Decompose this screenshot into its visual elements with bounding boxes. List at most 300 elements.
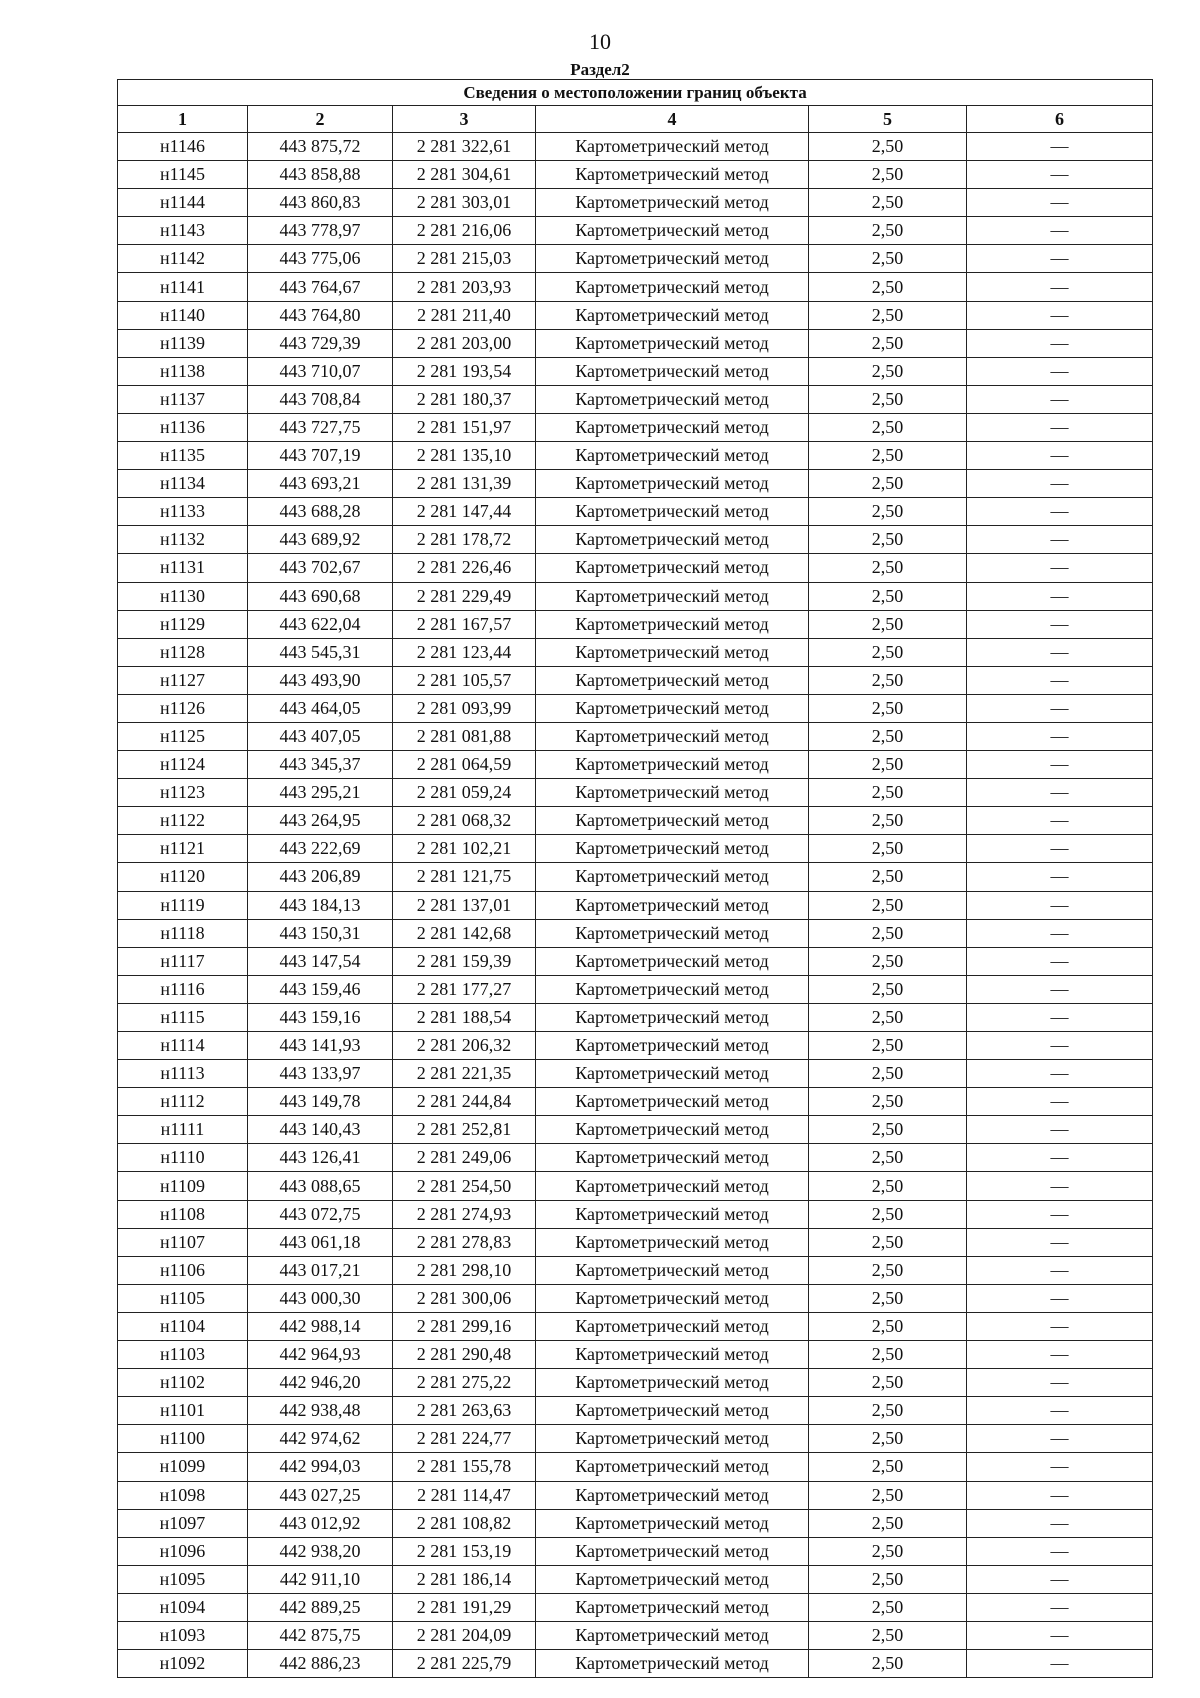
point-name-cell: н1101 (118, 1397, 248, 1425)
method-cell: Картометрический метод (536, 722, 809, 750)
description-cell: — (967, 1509, 1153, 1537)
description-cell: — (967, 863, 1153, 891)
y-coordinate-cell: 2 281 300,06 (393, 1284, 536, 1312)
description-cell: — (967, 1003, 1153, 1031)
x-coordinate-cell: 443 860,83 (248, 189, 393, 217)
x-coordinate-cell: 443 702,67 (248, 554, 393, 582)
table-row (118, 1481, 1153, 1509)
accuracy-cell: 2,50 (809, 1453, 967, 1481)
method-cell: Картометрический метод (536, 779, 809, 807)
table-row (118, 301, 1153, 329)
point-name-cell: н1103 (118, 1341, 248, 1369)
method-cell: Картометрический метод (536, 1369, 809, 1397)
accuracy-cell: 2,50 (809, 1284, 967, 1312)
point-name-cell: н1127 (118, 666, 248, 694)
accuracy-cell: 2,50 (809, 1481, 967, 1509)
method-cell: Картометрический метод (536, 217, 809, 245)
description-cell: — (967, 245, 1153, 273)
method-cell: Картометрический метод (536, 1537, 809, 1565)
point-name-cell: н1096 (118, 1537, 248, 1565)
accuracy-cell: 2,50 (809, 554, 967, 582)
column-number-row (118, 106, 1153, 133)
point-name-cell: н1142 (118, 245, 248, 273)
column-number: 6 (967, 106, 1153, 133)
description-cell: — (967, 1453, 1153, 1481)
method-cell: Картометрический метод (536, 1032, 809, 1060)
accuracy-cell: 2,50 (809, 1228, 967, 1256)
table-row (118, 1172, 1153, 1200)
accuracy-cell: 2,50 (809, 722, 967, 750)
x-coordinate-cell: 443 072,75 (248, 1200, 393, 1228)
description-cell: — (967, 1650, 1153, 1678)
x-coordinate-cell: 443 012,92 (248, 1509, 393, 1537)
y-coordinate-cell: 2 281 229,49 (393, 582, 536, 610)
method-cell: Картометрический метод (536, 1481, 809, 1509)
description-cell: — (967, 413, 1153, 441)
x-coordinate-cell: 443 126,41 (248, 1144, 393, 1172)
description-cell: — (967, 722, 1153, 750)
accuracy-cell: 2,50 (809, 1088, 967, 1116)
point-name-cell: н1119 (118, 891, 248, 919)
table-row (118, 610, 1153, 638)
y-coordinate-cell: 2 281 153,19 (393, 1537, 536, 1565)
table-row (118, 498, 1153, 526)
description-cell: — (967, 807, 1153, 835)
x-coordinate-cell: 442 911,10 (248, 1565, 393, 1593)
accuracy-cell: 2,50 (809, 891, 967, 919)
accuracy-cell: 2,50 (809, 273, 967, 301)
accuracy-cell: 2,50 (809, 1256, 967, 1284)
y-coordinate-cell: 2 281 193,54 (393, 357, 536, 385)
table-row (118, 161, 1153, 189)
x-coordinate-cell: 443 088,65 (248, 1172, 393, 1200)
y-coordinate-cell: 2 281 204,09 (393, 1621, 536, 1649)
x-coordinate-cell: 443 545,31 (248, 638, 393, 666)
column-number: 2 (248, 106, 393, 133)
accuracy-cell: 2,50 (809, 385, 967, 413)
method-cell: Картометрический метод (536, 329, 809, 357)
description-cell: — (967, 919, 1153, 947)
table-row (118, 1200, 1153, 1228)
point-name-cell: н1134 (118, 470, 248, 498)
accuracy-cell: 2,50 (809, 1537, 967, 1565)
point-name-cell: н1122 (118, 807, 248, 835)
table-row (118, 413, 1153, 441)
description-cell: — (967, 638, 1153, 666)
y-coordinate-cell: 2 281 226,46 (393, 554, 536, 582)
table-row (118, 947, 1153, 975)
accuracy-cell: 2,50 (809, 1116, 967, 1144)
y-coordinate-cell: 2 281 290,48 (393, 1341, 536, 1369)
description-cell: — (967, 498, 1153, 526)
method-cell: Картометрический метод (536, 1060, 809, 1088)
description-cell: — (967, 610, 1153, 638)
point-name-cell: н1113 (118, 1060, 248, 1088)
point-name-cell: н1100 (118, 1425, 248, 1453)
y-coordinate-cell: 2 281 059,24 (393, 779, 536, 807)
method-cell: Картометрический метод (536, 357, 809, 385)
x-coordinate-cell: 443 017,21 (248, 1256, 393, 1284)
description-cell: — (967, 161, 1153, 189)
description-cell: — (967, 891, 1153, 919)
point-name-cell: н1114 (118, 1032, 248, 1060)
description-cell: — (967, 301, 1153, 329)
method-cell: Картометрический метод (536, 161, 809, 189)
description-cell: — (967, 666, 1153, 694)
accuracy-cell: 2,50 (809, 161, 967, 189)
point-name-cell: н1111 (118, 1116, 248, 1144)
y-coordinate-cell: 2 281 221,35 (393, 1060, 536, 1088)
point-name-cell: н1137 (118, 385, 248, 413)
method-cell: Картометрический метод (536, 919, 809, 947)
x-coordinate-cell: 443 688,28 (248, 498, 393, 526)
point-name-cell: н1097 (118, 1509, 248, 1537)
method-cell: Картометрический метод (536, 1256, 809, 1284)
point-name-cell: н1125 (118, 722, 248, 750)
point-name-cell: н1112 (118, 1088, 248, 1116)
table-row (118, 217, 1153, 245)
y-coordinate-cell: 2 281 155,78 (393, 1453, 536, 1481)
x-coordinate-cell: 443 150,31 (248, 919, 393, 947)
method-cell: Картометрический метод (536, 301, 809, 329)
section-title: Раздел2 (570, 60, 630, 79)
x-coordinate-cell: 443 140,43 (248, 1116, 393, 1144)
y-coordinate-cell: 2 281 304,61 (393, 161, 536, 189)
accuracy-cell: 2,50 (809, 133, 967, 161)
y-coordinate-cell: 2 281 275,22 (393, 1369, 536, 1397)
y-coordinate-cell: 2 281 093,99 (393, 694, 536, 722)
table-row (118, 722, 1153, 750)
description-cell: — (967, 1621, 1153, 1649)
y-coordinate-cell: 2 281 278,83 (393, 1228, 536, 1256)
table-row (118, 638, 1153, 666)
point-name-cell: н1139 (118, 329, 248, 357)
y-coordinate-cell: 2 281 206,32 (393, 1032, 536, 1060)
table-row (118, 863, 1153, 891)
table-row (118, 1593, 1153, 1621)
table-caption-row (118, 80, 1153, 106)
description-cell: — (967, 133, 1153, 161)
accuracy-cell: 2,50 (809, 442, 967, 470)
method-cell: Картометрический метод (536, 1312, 809, 1340)
method-cell: Картометрический метод (536, 189, 809, 217)
accuracy-cell: 2,50 (809, 1144, 967, 1172)
description-cell: — (967, 947, 1153, 975)
point-name-cell: н1116 (118, 975, 248, 1003)
y-coordinate-cell: 2 281 178,72 (393, 526, 536, 554)
accuracy-cell: 2,50 (809, 357, 967, 385)
table-row (118, 1425, 1153, 1453)
y-coordinate-cell: 2 281 105,57 (393, 666, 536, 694)
method-cell: Картометрический метод (536, 1284, 809, 1312)
description-cell: — (967, 442, 1153, 470)
table-row (118, 189, 1153, 217)
method-cell: Картометрический метод (536, 863, 809, 891)
table-row (118, 1453, 1153, 1481)
method-cell: Картометрический метод (536, 891, 809, 919)
accuracy-cell: 2,50 (809, 807, 967, 835)
point-name-cell: н1143 (118, 217, 248, 245)
accuracy-cell: 2,50 (809, 835, 967, 863)
x-coordinate-cell: 442 875,75 (248, 1621, 393, 1649)
method-cell: Картометрический метод (536, 1650, 809, 1678)
accuracy-cell: 2,50 (809, 526, 967, 554)
description-cell: — (967, 357, 1153, 385)
x-coordinate-cell: 443 764,67 (248, 273, 393, 301)
point-name-cell: н1126 (118, 694, 248, 722)
x-coordinate-cell: 443 141,93 (248, 1032, 393, 1060)
x-coordinate-cell: 443 764,80 (248, 301, 393, 329)
accuracy-cell: 2,50 (809, 1425, 967, 1453)
y-coordinate-cell: 2 281 225,79 (393, 1650, 536, 1678)
point-name-cell: н1099 (118, 1453, 248, 1481)
method-cell: Картометрический метод (536, 1172, 809, 1200)
point-name-cell: н1121 (118, 835, 248, 863)
x-coordinate-cell: 443 875,72 (248, 133, 393, 161)
y-coordinate-cell: 2 281 142,68 (393, 919, 536, 947)
point-name-cell: н1115 (118, 1003, 248, 1031)
point-name-cell: н1118 (118, 919, 248, 947)
y-coordinate-cell: 2 281 108,82 (393, 1509, 536, 1537)
table-row (118, 1088, 1153, 1116)
column-number: 3 (393, 106, 536, 133)
description-cell: — (967, 1228, 1153, 1256)
x-coordinate-cell: 442 988,14 (248, 1312, 393, 1340)
y-coordinate-cell: 2 281 114,47 (393, 1481, 536, 1509)
x-coordinate-cell: 443 222,69 (248, 835, 393, 863)
description-cell: — (967, 1116, 1153, 1144)
method-cell: Картометрический метод (536, 133, 809, 161)
description-cell: — (967, 1200, 1153, 1228)
x-coordinate-cell: 442 938,48 (248, 1397, 393, 1425)
point-name-cell: н1105 (118, 1284, 248, 1312)
point-name-cell: н1106 (118, 1256, 248, 1284)
table-row (118, 1228, 1153, 1256)
description-cell: — (967, 217, 1153, 245)
y-coordinate-cell: 2 281 274,93 (393, 1200, 536, 1228)
point-name-cell: н1107 (118, 1228, 248, 1256)
method-cell: Картометрический метод (536, 1425, 809, 1453)
method-cell: Картометрический метод (536, 1593, 809, 1621)
accuracy-cell: 2,50 (809, 1003, 967, 1031)
x-coordinate-cell: 442 938,20 (248, 1537, 393, 1565)
accuracy-cell: 2,50 (809, 217, 967, 245)
table-row (118, 554, 1153, 582)
description-cell: — (967, 1369, 1153, 1397)
accuracy-cell: 2,50 (809, 245, 967, 273)
description-cell: — (967, 1060, 1153, 1088)
table-row (118, 1003, 1153, 1031)
method-cell: Картометрический метод (536, 470, 809, 498)
table-row (118, 582, 1153, 610)
point-name-cell: н1146 (118, 133, 248, 161)
y-coordinate-cell: 2 281 167,57 (393, 610, 536, 638)
table-row (118, 245, 1153, 273)
point-name-cell: н1098 (118, 1481, 248, 1509)
table-row (118, 1116, 1153, 1144)
y-coordinate-cell: 2 281 252,81 (393, 1116, 536, 1144)
accuracy-cell: 2,50 (809, 1397, 967, 1425)
accuracy-cell: 2,50 (809, 1200, 967, 1228)
point-name-cell: н1123 (118, 779, 248, 807)
description-cell: — (967, 526, 1153, 554)
method-cell: Картометрический метод (536, 245, 809, 273)
method-cell: Картометрический метод (536, 1341, 809, 1369)
y-coordinate-cell: 2 281 224,77 (393, 1425, 536, 1453)
table-row (118, 1341, 1153, 1369)
description-cell: — (967, 751, 1153, 779)
point-name-cell: н1102 (118, 1369, 248, 1397)
x-coordinate-cell: 443 708,84 (248, 385, 393, 413)
description-cell: — (967, 835, 1153, 863)
x-coordinate-cell: 442 946,20 (248, 1369, 393, 1397)
x-coordinate-cell: 442 886,23 (248, 1650, 393, 1678)
description-cell: — (967, 1312, 1153, 1340)
x-coordinate-cell: 442 994,03 (248, 1453, 393, 1481)
method-cell: Картометрический метод (536, 638, 809, 666)
x-coordinate-cell: 443 000,30 (248, 1284, 393, 1312)
point-name-cell: н1140 (118, 301, 248, 329)
point-name-cell: н1128 (118, 638, 248, 666)
y-coordinate-cell: 2 281 147,44 (393, 498, 536, 526)
y-coordinate-cell: 2 281 249,06 (393, 1144, 536, 1172)
table-row (118, 1032, 1153, 1060)
y-coordinate-cell: 2 281 151,97 (393, 413, 536, 441)
description-cell: — (967, 582, 1153, 610)
accuracy-cell: 2,50 (809, 751, 967, 779)
method-cell: Картометрический метод (536, 694, 809, 722)
y-coordinate-cell: 2 281 121,75 (393, 863, 536, 891)
method-cell: Картометрический метод (536, 975, 809, 1003)
y-coordinate-cell: 2 281 135,10 (393, 442, 536, 470)
description-cell: — (967, 1284, 1153, 1312)
point-name-cell: н1104 (118, 1312, 248, 1340)
point-name-cell: н1117 (118, 947, 248, 975)
point-name-cell: н1130 (118, 582, 248, 610)
accuracy-cell: 2,50 (809, 1621, 967, 1649)
method-cell: Картометрический метод (536, 554, 809, 582)
point-name-cell: н1144 (118, 189, 248, 217)
description-cell: — (967, 1425, 1153, 1453)
y-coordinate-cell: 2 281 203,00 (393, 329, 536, 357)
accuracy-cell: 2,50 (809, 301, 967, 329)
point-name-cell: н1135 (118, 442, 248, 470)
point-name-cell: н1109 (118, 1172, 248, 1200)
accuracy-cell: 2,50 (809, 694, 967, 722)
table-row (118, 273, 1153, 301)
method-cell: Картометрический метод (536, 273, 809, 301)
x-coordinate-cell: 443 061,18 (248, 1228, 393, 1256)
method-cell: Картометрический метод (536, 1565, 809, 1593)
method-cell: Картометрический метод (536, 413, 809, 441)
y-coordinate-cell: 2 281 068,32 (393, 807, 536, 835)
accuracy-cell: 2,50 (809, 638, 967, 666)
accuracy-cell: 2,50 (809, 1172, 967, 1200)
method-cell: Картометрический метод (536, 807, 809, 835)
table-row (118, 1284, 1153, 1312)
description-cell: — (967, 779, 1153, 807)
y-coordinate-cell: 2 281 064,59 (393, 751, 536, 779)
y-coordinate-cell: 2 281 211,40 (393, 301, 536, 329)
x-coordinate-cell: 443 622,04 (248, 610, 393, 638)
column-number: 5 (809, 106, 967, 133)
accuracy-cell: 2,50 (809, 1060, 967, 1088)
point-name-cell: н1132 (118, 526, 248, 554)
table-row (118, 1312, 1153, 1340)
accuracy-cell: 2,50 (809, 610, 967, 638)
description-cell: — (967, 329, 1153, 357)
method-cell: Картометрический метод (536, 751, 809, 779)
column-number: 4 (536, 106, 809, 133)
description-cell: — (967, 1088, 1153, 1116)
y-coordinate-cell: 2 281 216,06 (393, 217, 536, 245)
description-cell: — (967, 1565, 1153, 1593)
table-row (118, 1144, 1153, 1172)
y-coordinate-cell: 2 281 203,93 (393, 273, 536, 301)
method-cell: Картометрический метод (536, 1453, 809, 1481)
description-cell: — (967, 1341, 1153, 1369)
method-cell: Картометрический метод (536, 385, 809, 413)
table-row (118, 779, 1153, 807)
x-coordinate-cell: 443 295,21 (248, 779, 393, 807)
page-number: 10 (589, 29, 611, 54)
method-cell: Картометрический метод (536, 610, 809, 638)
accuracy-cell: 2,50 (809, 779, 967, 807)
x-coordinate-cell: 443 147,54 (248, 947, 393, 975)
boundary-coordinates-table (117, 79, 1153, 1678)
method-cell: Картометрический метод (536, 1200, 809, 1228)
table-row (118, 975, 1153, 1003)
y-coordinate-cell: 2 281 299,16 (393, 1312, 536, 1340)
x-coordinate-cell: 442 889,25 (248, 1593, 393, 1621)
x-coordinate-cell: 443 727,75 (248, 413, 393, 441)
accuracy-cell: 2,50 (809, 975, 967, 1003)
x-coordinate-cell: 443 693,21 (248, 470, 393, 498)
y-coordinate-cell: 2 281 137,01 (393, 891, 536, 919)
table-row (118, 1060, 1153, 1088)
accuracy-cell: 2,50 (809, 582, 967, 610)
point-name-cell: н1094 (118, 1593, 248, 1621)
accuracy-cell: 2,50 (809, 189, 967, 217)
table-row (118, 1509, 1153, 1537)
x-coordinate-cell: 443 690,68 (248, 582, 393, 610)
y-coordinate-cell: 2 281 131,39 (393, 470, 536, 498)
table-row (118, 1537, 1153, 1565)
method-cell: Картометрический метод (536, 1144, 809, 1172)
point-name-cell: н1129 (118, 610, 248, 638)
description-cell: — (967, 385, 1153, 413)
point-name-cell: н1138 (118, 357, 248, 385)
accuracy-cell: 2,50 (809, 329, 967, 357)
description-cell: — (967, 470, 1153, 498)
method-cell: Картометрический метод (536, 835, 809, 863)
table-row (118, 835, 1153, 863)
table-row (118, 1256, 1153, 1284)
method-cell: Картометрический метод (536, 526, 809, 554)
y-coordinate-cell: 2 281 177,27 (393, 975, 536, 1003)
description-cell: — (967, 1144, 1153, 1172)
accuracy-cell: 2,50 (809, 1509, 967, 1537)
table-row (118, 329, 1153, 357)
description-cell: — (967, 1172, 1153, 1200)
y-coordinate-cell: 2 281 244,84 (393, 1088, 536, 1116)
point-name-cell: н1093 (118, 1621, 248, 1649)
method-cell: Картометрический метод (536, 1116, 809, 1144)
point-name-cell: н1110 (118, 1144, 248, 1172)
accuracy-cell: 2,50 (809, 666, 967, 694)
table-row (118, 357, 1153, 385)
y-coordinate-cell: 2 281 254,50 (393, 1172, 536, 1200)
